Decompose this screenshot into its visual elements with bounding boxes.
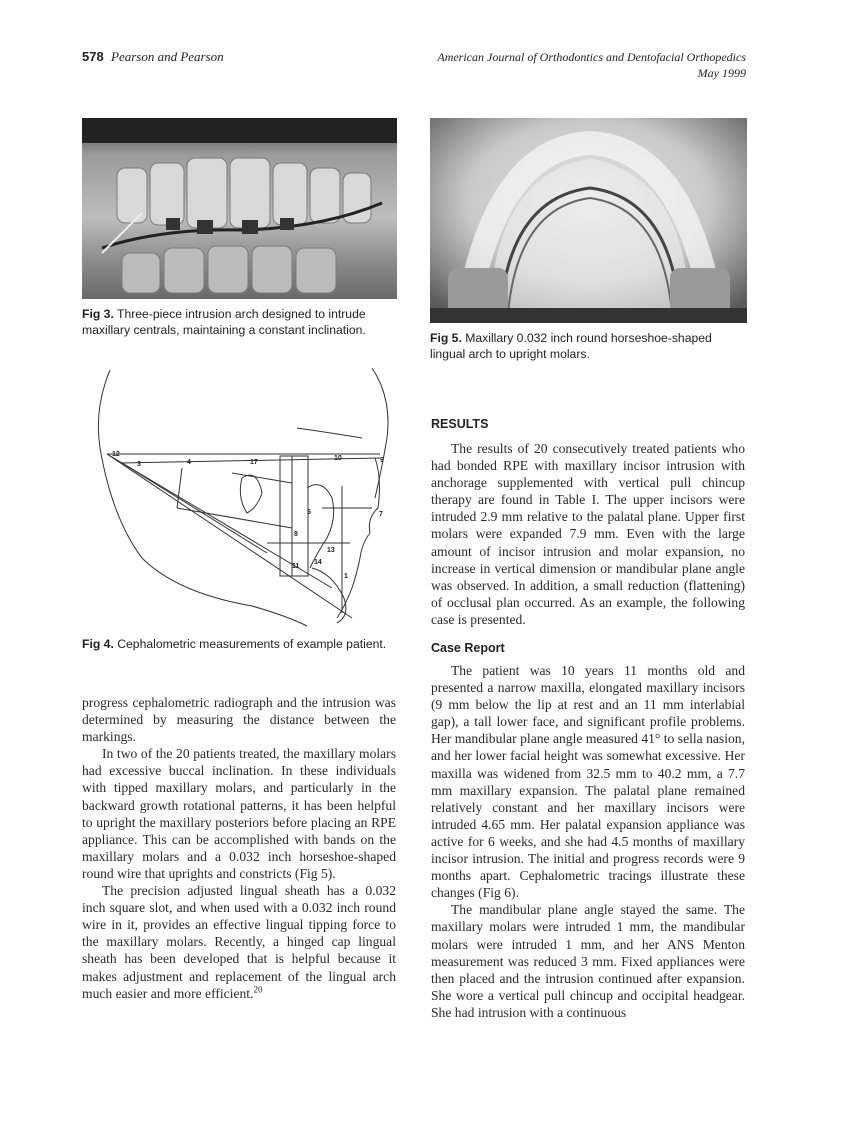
- fig4-pt-10: 10: [334, 455, 342, 462]
- fig4-caption: [82, 636, 412, 652]
- fig4-label: Fig 4.: [82, 637, 114, 651]
- fig5-label: Fig 5.: [430, 331, 462, 345]
- results-paragraph: The results of 20 consecutively treated patients who had bonded RPE with maxillary incisor intrusion with anchorage supplemented with vertical pull chincup therapy are found in Table I. The upper incisors were intruded 2.9 mm relative to the palatal plane. Upper first molars were expanded 7.9 mm. Even with the large amount of incisor intrusion and molar expansion, no increase in vertical dimension or mandibular plane angle was observed. In addition, a small reduction (flattening) of occlusal plan occurred. As an example, the following case is presented.: [431, 441, 745, 627]
- fig4-pt-12: 12: [112, 451, 120, 458]
- cephalometric-drawing: [82, 368, 402, 630]
- case-report-heading: Case Report: [431, 641, 505, 655]
- results-text-block: [431, 440, 745, 628]
- fig5-caption-text: Maxillary 0.032 inch round horseshoe-shaped lingual arch to upright molars.: [430, 331, 712, 361]
- fig4-pt-3: 3: [137, 461, 141, 468]
- running-head-journal: American Journal of Orthodontics and Dentofacial Orthopedics: [437, 50, 746, 64]
- fig4-pt-4: 4: [187, 459, 191, 466]
- fig4-pt-14: 14: [314, 559, 322, 566]
- left-para-1: progress cephalometric radiograph and the intrusion was determined by measuring the distance between the markings.: [82, 695, 396, 745]
- fig4-pt-17: 17: [250, 459, 258, 466]
- fig4-pt-9: 9: [380, 457, 384, 464]
- lingual-arch-image: [430, 118, 747, 323]
- case-para-2: The mandibular plane angle stayed the same. The maxillary molars were intruded 1 mm, the mandibular molars were intruded 1 mm, and her ANS Menton measurement was reduced 3 mm. Fixed appliances were then placed and the intrusion continued after expansion. She wore a vertical pull chincup and occipital headgear. She had intrusion with a continuous: [431, 902, 745, 1020]
- left-para-2: In two of the 20 patients treated, the maxillary molars had excessive buccal inclination. In these individuals with tipped maxillary molars, and particularly in the backward growth rotational patterns, it has been helpful to upright the maxillary posteriors before placing an RPE appliance. This can be accomplished with bands on the maxillary molars and a 0.032 inch horseshoe-shaped round wire that uprights and constricts (Fig 5).: [82, 746, 396, 881]
- left-column: [82, 694, 396, 1002]
- fig5-caption: [430, 330, 750, 362]
- left-para-3-text: The precision adjusted lingual sheath has a 0.032 inch square slot, and when used with a 0.032 inch round wire in it, provides an effective lingual tipping force to the maxillary molars. Recently, a hinged cap lingual sheath has been developed that is helpful because it makes adjustment and replacement of the lingual arch much easier and more efficient.: [82, 883, 396, 1001]
- teeth-intrusion-arch-image: [82, 118, 397, 299]
- fig3-caption-text: Three-piece intrusion arch designed to intrude maxillary centrals, maintaining a constant inclination.: [82, 307, 366, 337]
- left-para-3: [82, 882, 396, 1002]
- page-number: 578: [82, 49, 104, 64]
- fig3-photo: [82, 118, 397, 299]
- running-head-date: May 1999: [697, 66, 746, 80]
- fig4-pt-11: 11: [292, 563, 300, 570]
- results-heading: RESULTS: [431, 417, 489, 431]
- fig4-pt-13: 13: [327, 547, 335, 554]
- fig3-label: Fig 3.: [82, 307, 114, 321]
- fig5-photo: [430, 118, 747, 323]
- case-report-text-block: [431, 662, 745, 1021]
- reference-20: 20: [253, 984, 263, 995]
- fig4-pt-1: 1: [344, 573, 348, 580]
- fig3-caption: [82, 306, 402, 338]
- fig4-caption-text: Cephalometric measurements of example patient.: [117, 637, 387, 651]
- fig4-pt-7: 7: [379, 511, 383, 518]
- fig4-cephalometric-tracing: [82, 368, 402, 630]
- running-head-authors: Pearson and Pearson: [111, 49, 224, 64]
- fig4-pt-5: 5: [307, 509, 311, 516]
- case-para-1: The patient was 10 years 11 months old and presented a narrow maxilla, elongated maxillary incisors (9 mm below the lip at rest and an 11 mm interlabial gap), a tall lower face, and significant profile problems. Her mandibular plane angle measured 41° to sella nasion, and her lower facial height was somewhat excessive. Her maxilla was widened from 32.5 mm to 40.2 mm, a 7.7 mm maxillary expansion. The palatal plane remained relatively constant and her maxillary incisors were intruded 4.65 mm. Her palatal expansion appliance was active for 6 weeks, and she had 4.5 months of maxillary incisor intrusion. The initial and progress records were 9 months apart. Cephalometric tracings illustrate these changes (Fig 6).: [431, 663, 745, 901]
- fig4-pt-8: 8: [294, 531, 298, 538]
